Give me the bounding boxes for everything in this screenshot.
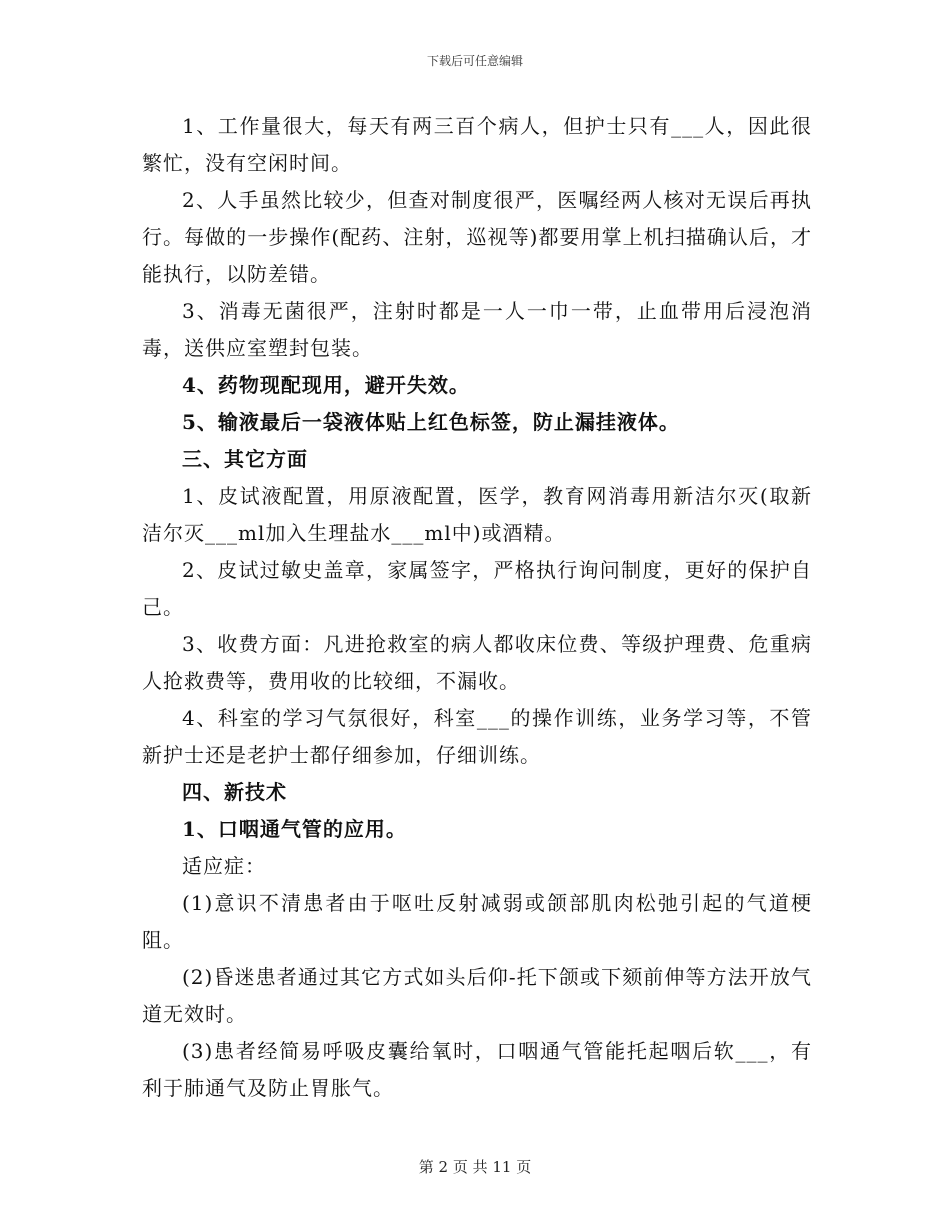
paragraph: 2、皮试过敏史盖章，家属签字，严格执行询问制度，更好的保护自己。 bbox=[142, 558, 812, 619]
paragraph: 3、收费方面：凡进抢救室的病人都收床位费、等级护理费、危重病人抢救费等，费用收的比较细，不漏收。 bbox=[142, 632, 812, 693]
page-footer: 第 2 页 共 11 页 bbox=[418, 1158, 532, 1176]
document-body bbox=[142, 108, 812, 1107]
paragraph: 1、工作量很大，每天有两三百个病人，但护士只有___人，因此很繁忙，没有空闲时间。 bbox=[142, 114, 812, 175]
paragraph: 1、皮试液配置，用原液配置，医学，教育网消毒用新洁尔灭(取新洁尔灭___ml加入生理盐水___ml中)或酒精。 bbox=[142, 484, 812, 545]
subsection-heading: 1、口咽通气管的应用。 bbox=[182, 817, 407, 841]
section-heading: 四、新技术 bbox=[182, 780, 287, 804]
paragraph: (2)昏迷患者通过其它方式如头后仰-托下颌或下颏前伸等方法开放气道无效时。 bbox=[142, 965, 812, 1026]
paragraph: (1)意识不清患者由于呕吐反射减弱或颌部肌肉松弛引起的气道梗阻。 bbox=[142, 891, 812, 952]
page-header: 下载后可任意编辑 bbox=[426, 54, 523, 68]
paragraph-bold: 5、输液最后一袋液体贴上红色标签，防止漏挂液体。 bbox=[182, 410, 680, 434]
paragraph: (3)患者经简易呼吸皮囊给氧时，口咽通气管能托起咽后软___，有利于肺通气及防止胃胀气。 bbox=[142, 1039, 812, 1100]
paragraph: 3、消毒无菌很严，注射时都是一人一巾一带，止血带用后浸泡消毒，送供应室塑封包装。 bbox=[142, 299, 812, 360]
paragraph: 适应症： bbox=[182, 854, 266, 878]
paragraph: 4、科室的学习气氛很好，科室___的操作训练，业务学习等，不管新护士还是老护士都仔细参加，仔细训练。 bbox=[142, 706, 812, 767]
paragraph: 2、人手虽然比较少，但查对制度很严，医嘱经两人核对无误后再执行。每做的一步操作(配药、注射，巡视等)都要用掌上机扫描确认后，才能执行，以防差错。 bbox=[142, 188, 812, 286]
section-heading: 三、其它方面 bbox=[182, 447, 308, 471]
paragraph-bold: 4、药物现配现用，避开失效。 bbox=[182, 373, 470, 397]
